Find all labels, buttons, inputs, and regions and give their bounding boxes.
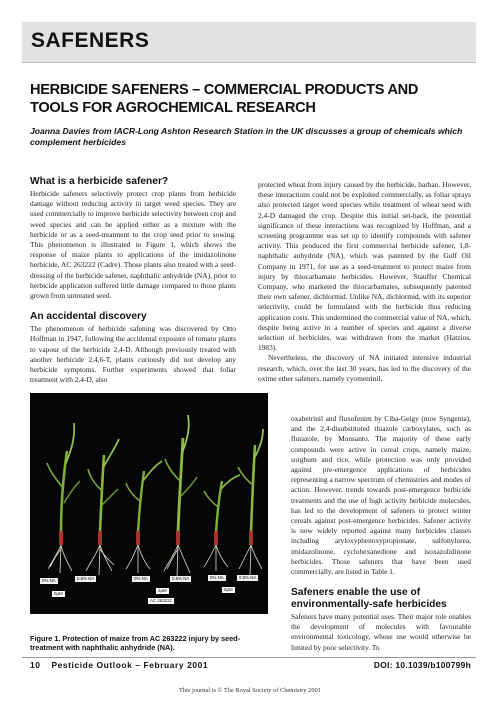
footer-left [30, 660, 208, 670]
journal-issue: Pesticide Outlook – February 2001 [51, 660, 209, 670]
label-05pct-na: 0.5% NA [239, 575, 257, 580]
figure-1-photo [30, 393, 268, 614]
figure-caption: Figure 1. Protection of maize from AC 263222 injury by seed-treatment with naphthalic anhydride (NA). [30, 634, 241, 652]
article-byline: Joanna Davies from IACR-Long Ashton Research Station in the UK discusses a group of chemicals which complement herbicides [30, 126, 463, 147]
left-column [30, 176, 236, 385]
copyright-line: This journal is © The Royal Society of Chemistry 2001 [179, 687, 321, 694]
label-dose-8um: 8µM [224, 587, 233, 592]
label-compound: AC 263222 [150, 598, 172, 603]
header-divider [22, 62, 476, 63]
paragraph: Nevertheless, the discovery of NA initiated intensive industrial research, which, over the last 30 years, has led to the discovery of the oxime ether safeners, namely cyometrinil, [258, 353, 471, 383]
page-number: 10 [30, 660, 41, 670]
label-dose-0um: 0µM [54, 591, 63, 596]
label-05pct-na: 0.5% NA [77, 576, 95, 581]
section-heading-accidental-discovery: An accidental discovery [30, 311, 147, 323]
section-heading-safeners-enable: Safeners enable the use of environmentally-safe herbicides [291, 587, 447, 610]
label-0pct-na: 0% NA [210, 575, 224, 580]
doi: DOI: 10.1039/b100799h [373, 660, 471, 670]
footer-divider [22, 657, 476, 658]
article-title: HERBICIDE SAFENERS – COMMERCIAL PRODUCTS AND TOOLS FOR AGROCHEMICAL RESEARCH [30, 82, 419, 116]
paragraph: Safeners have many potential uses. Their major role enables the development of molecules with favourable environmental toxicology, whose use would otherwise be limited by poor selectivity. To [291, 612, 471, 652]
paragraph: Herbicide safeners selectively protect crop plants from herbicide damage without reducing activity in target weed species. They are used commercially to improve herbicide selectivity between crop and weed species and can be applied either as a mixture with the herbicide or as a seed-treatment to the crop seed prior to sowing. This phenomenon is illustrated in Figure 1, which shows the response of maize plants to applications of the imidazolinone herbicide, AC 263222 (Cadre). Those plants also treated with a seed-dressing of the herbicide safener, naphthalic anhydride (NA), prior to herbicide application suffered little damage compared to those plants grown from untreated seed. [30, 189, 236, 301]
label-0pct-na: 0% NA [42, 578, 56, 583]
paragraph: protected wheat from injury caused by the herbicide, barban. However, these interactions could not be exploited commercially, as foliar sprays also protected target weed species while treatment of wheat seed with 2,4-D damaged the crop. Despite this initial set-back, the potential significance of these interactions was recognized by Hoffman, and a screening programme was set up to identify compounds with safener activity. This produced the first commercial herbicide safener, 1,8-naphthalic anhydride (NA), which was patented by the Gulf Oil Company in 1971, for use as a seed-treatment to protect maize from injury by thiocarbamate herbicides. However, Stauffer Chemical Company, who marketed the thiocarbamates, subsequently patented their own safener, dichlormid. Unlike NA, dichlormid, with its superior selectivity, could be formulated with the herbicide thus reducing application costs. This undermined the commercial value of NA, which, despite being active in a number of species and against a diverse selection of herbicides, was withdrawn from the market (Hatzios, 1983). [258, 180, 471, 353]
paragraph: The phenomenon of herbicide safening was discovered by Otto Hoffman in 1947, following the accidental exposure of tomato plants to vapour of the herbicide 2,4-D. Although previously treated with another herbicide 2,4,6-T, plants curiously did not develop any herbicide symptoms. Further experiments showed that foliar treatment with 2,4-D, also [30, 324, 236, 385]
label-0pct-na: 0% NA [134, 576, 148, 581]
section-header: SAFENERS [31, 29, 150, 52]
section-heading-what-is: What is a herbicide safener? [30, 176, 169, 187]
label-05pct-na: 0.5% NA [172, 576, 190, 581]
right-column-upper [258, 180, 471, 384]
label-dose-2um: 2µM [158, 588, 167, 593]
right-column-beside-figure [291, 414, 471, 577]
right-column-lower [291, 587, 471, 653]
paragraph: oxabetrinil and fluxofenim by Ciba-Geigy (now Syngenta), and the 2,4-disubstituted thiazole carboxylates, such as flurazole, by Monsanto. The majority of these early compounds were active in cereal crops, namely maize, sorghum and rice, while protection was only provided against pre-emergence applications of herbicides representing a narrow spectrum of chemistries and modes of action. However, trends towards post-emergence herbicide treatments and the use of high activity herbicide molecules, has led to the development of safeners to protect winter cereals against post-emergence herbicides. Safener activity is now widely reported against many herbicides classes including aryloxyphenoxypropionate, sulfonylurea, imidazolinone, cyclohexanedione and isoxazolidinone herbicides. Those safeners that have been used commercially, are listed in Table 1. [291, 414, 471, 577]
